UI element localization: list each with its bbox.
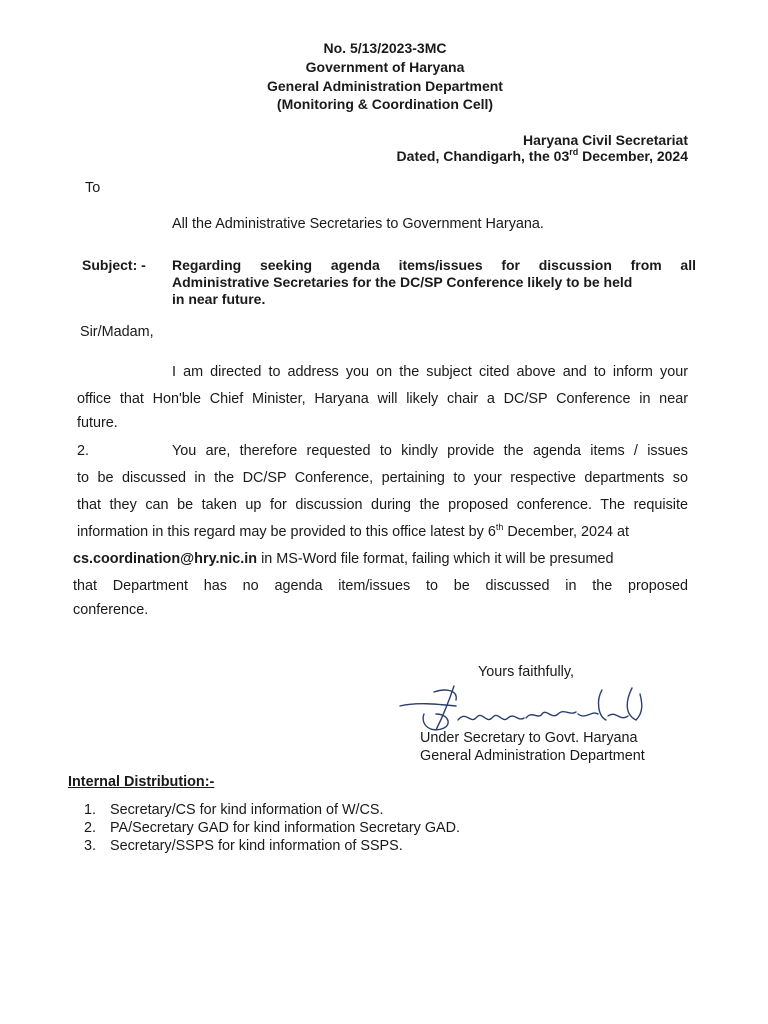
- signatory-designation: Under Secretary to Govt. Haryana: [420, 730, 638, 746]
- office-name: Haryana Civil Secretariat: [523, 132, 688, 148]
- subject-line-3: in near future.: [172, 291, 266, 307]
- distribution-item-text: Secretary/CS for kind information of W/CS.: [110, 802, 384, 818]
- distribution-item-number: 2.: [84, 820, 97, 836]
- government-name: Government of Haryana: [305, 59, 465, 75]
- department-name: General Administration Department: [267, 78, 503, 94]
- para2-line-7: conference.: [73, 602, 149, 618]
- para2-number: 2.: [77, 443, 90, 459]
- para2-line-1: You are, therefore requested to kindly provide the agenda items / issues: [172, 443, 688, 459]
- date-line: Dated, Chandigarh, the 03rd December, 2024: [396, 147, 688, 164]
- subject-label: Subject: -: [82, 257, 146, 273]
- para1-line-3: future.: [77, 415, 118, 431]
- to-label: To: [85, 180, 101, 196]
- salutation: Sir/Madam,: [80, 324, 154, 340]
- distribution-heading: Internal Distribution:-: [68, 774, 215, 790]
- contact-email: cs.coordination@hry.nic.in: [73, 551, 258, 567]
- distribution-item: [84, 838, 460, 856]
- recipient: All the Administrative Secretaries to Government Haryana.: [172, 216, 544, 232]
- para2-line-6: that Department has no agenda item/issues to be discussed in the proposed: [73, 578, 688, 594]
- distribution-item-text: Secretary/SSPS for kind information of SSPS.: [110, 838, 403, 854]
- para2-line-4: information in this regard may be provided to this office latest by 6th December, 2024 at: [77, 522, 630, 540]
- para2-line-3: that they can be taken up for discussion during the proposed conference. The requisite: [77, 497, 688, 513]
- distribution-list: [84, 802, 460, 856]
- file-number: No. 5/13/2023-3MC: [323, 40, 447, 56]
- cell-name: (Monitoring & Coordination Cell): [276, 96, 494, 112]
- distribution-item: [84, 802, 460, 820]
- distribution-item-number: 1.: [84, 802, 97, 818]
- para1-line-2: office that Hon'ble Chief Minister, Haryana will likely chair a DC/SP Conference in near: [77, 391, 688, 407]
- para1-line-1: I am directed to address you on the subject cited above and to inform your: [172, 364, 688, 380]
- distribution-item-text: PA/Secretary GAD for kind information Secretary GAD.: [110, 820, 461, 836]
- subject-line-2: Administrative Secretaries for the DC/SP Conference likely to be held: [172, 274, 633, 290]
- para2-line-5: cs.coordination@hry.nic.in in MS-Word file format, failing which it will be presumed: [73, 551, 614, 567]
- distribution-item: [84, 820, 460, 838]
- para2-line-2: to be discussed in the DC/SP Conference, pertaining to your respective departments so: [77, 470, 688, 486]
- subject-line-1: Regarding seeking agenda items/issues for discussion from all: [172, 257, 696, 273]
- distribution-item-number: 3.: [84, 838, 97, 854]
- yours-faithfully: Yours faithfully,: [478, 664, 574, 680]
- signatory-department: General Administration Department: [420, 748, 645, 764]
